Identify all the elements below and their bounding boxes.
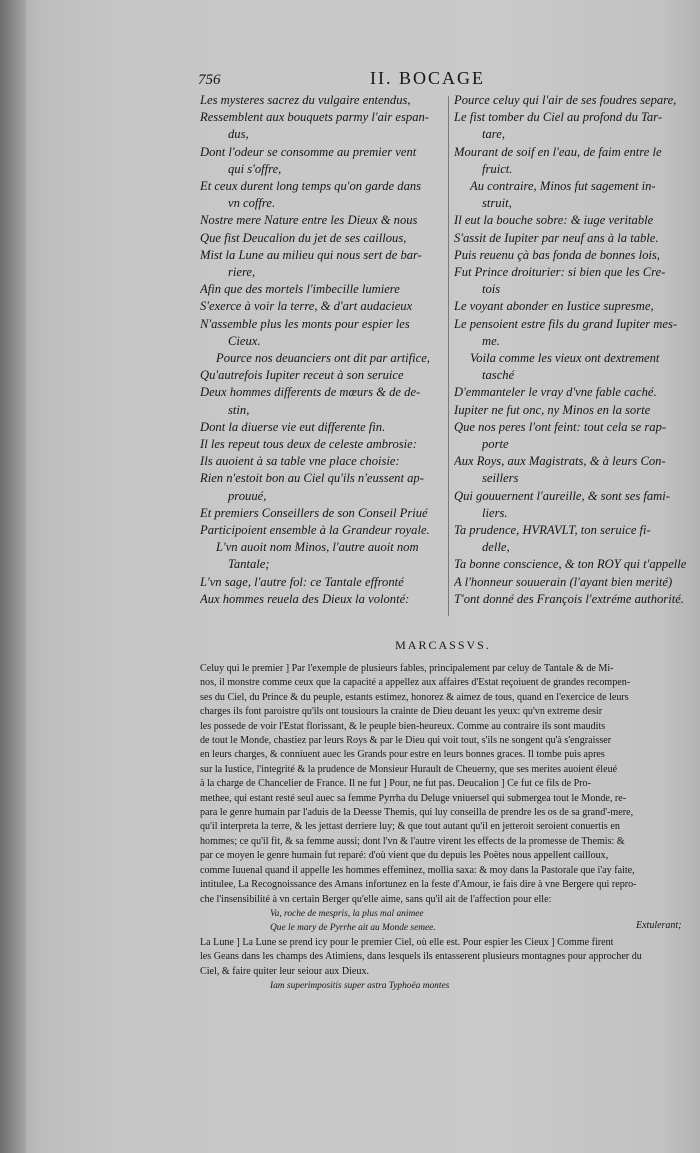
verse-line: Il les repeut tous deux de celeste ambrosie: <box>200 437 417 452</box>
verse-line: T'ont donné des François l'extréme authorité. <box>454 591 684 606</box>
running-head: II. BOCAGE <box>370 68 485 88</box>
commentary-line: Ciel, & faire quiter leur seiour aux Dieux. <box>200 965 370 977</box>
commentary-line: para le genre humain par l'aduis de la Deesse Themis, qui luy conseilla de prendre les os de sa grand'-mere, <box>200 807 634 819</box>
verse-line: Fut Prince droiturier: si bien que les Cre- <box>454 265 666 280</box>
verse-line: Puis reuenu çà bas fonda de bonnes lois, <box>454 247 660 262</box>
verse-line: Voila comme les vieux ont dextrement <box>470 351 660 366</box>
commentary-line: à la charge de Chancelier de France. Il ne fut ] Pour, ne fut pas. Deucalion ] Ce fut ce fils de Pro- <box>200 778 591 790</box>
verse-line: Iupiter ne fut onc, ny Minos en la sorte <box>454 402 651 417</box>
page-number: 756 <box>198 72 221 88</box>
verse-line: N'assemble plus les monts pour espier les <box>200 316 410 331</box>
verse-line: tasché <box>482 368 515 383</box>
verse-line: Ressemblent aux bouquets parmy l'air espan- <box>200 110 429 125</box>
verse-line: prouué, <box>228 488 267 503</box>
verse-line: Et ceux durent long temps qu'on garde dans <box>200 179 422 194</box>
verse-line: Pource nos deuanciers ont dit par artifice, <box>216 351 430 366</box>
verse-line: porte <box>482 437 509 452</box>
verse-line: Et premiers Conseillers de son Conseil Priué <box>200 505 428 520</box>
commentary-line: de tout le Monde, chastiez par leurs Roys & par le Dieu qui voit tout, s'ils ne songent qu'à s'engraisser <box>200 735 612 747</box>
verse-line: struit, <box>482 196 512 211</box>
commentary-title: MARCASSVS. <box>395 638 491 652</box>
verse-line: delle, <box>482 540 510 555</box>
verse-line: Qu'autrefois Iupiter receut à son seruice <box>200 368 404 383</box>
verse-line: Rien n'estoit bon au Ciel qu'ils n'eussent ap- <box>200 471 424 486</box>
commentary-line: La Lune ] La Lune se prend icy pour le premier Ciel, où elle est. Pour espier les Cieux ] Comme firent <box>200 936 614 948</box>
verse-line: tare, <box>482 127 505 142</box>
verse-line: A l'honneur souuerain (l'ayant bien merité) <box>454 574 673 589</box>
verse-line: Il eut la bouche sobre: & iuge veritable <box>454 213 654 228</box>
verse-line: Qui gouuernent l'aureille, & sont ses fami- <box>454 488 670 503</box>
verse-line: riere, <box>228 265 256 280</box>
commentary-text <box>200 662 686 993</box>
column-divider <box>448 96 449 616</box>
verse-line: qui s'offre, <box>228 161 282 176</box>
verse-line: Afin que des mortels l'imbecille lumiere <box>200 282 400 297</box>
verse-line: Participoient ensemble à la Grandeur royale. <box>200 523 430 538</box>
commentary-line: hommes; ce qu'il fit, & sa femme aussi; dont l'vn & l'autre virent les effects de la promesse de Themis: & <box>200 835 625 847</box>
verse-line: Le pensoient estre fils du grand Iupiter mes- <box>454 316 678 331</box>
verse-line: Le fist tomber du Ciel au profond du Tar- <box>454 110 663 125</box>
verse-line: Pource celuy qui l'air de ses foudres separe, <box>454 93 677 107</box>
verse-line: S'exerce à voir la terre, & d'art audacieux <box>200 299 413 314</box>
verse-line: S'assit de Iupiter par neuf ans à la table. <box>454 230 659 245</box>
verse-line: Dont l'odeur se consomme au premier vent <box>200 144 417 159</box>
verse-line: Deux hommes differents de mœurs & de de- <box>200 385 421 400</box>
commentary-line: comme Iuuenal quand il appelle les hommes effeminez, mollia saxa: & moy dans la Pastorale que i'ay faite, <box>200 864 635 876</box>
commentary-line: methee, qui estant resté seul auec sa femme Pyrrha du Deluge vniuersel qui submergea tout le Monde, re- <box>200 792 627 804</box>
quoted-verse: Que le mary de Pyrrhe ait au Monde semee. <box>270 923 436 934</box>
verse-line: Le voyant abonder en Iustice supresme, <box>454 299 654 314</box>
verse-line: Les mysteres sacrez du vulgaire entendus, <box>200 93 411 107</box>
verse-line: Tantale; <box>228 557 270 572</box>
verse-line: Ta bonne conscience, & ton ROY qui t'appelle <box>454 557 686 572</box>
commentary-line: nos, il monstre comme ceux que la capacité a appellez aux affaires d'Estat reçoiuent de grandes recompen- <box>200 677 631 689</box>
poem-right-column <box>454 92 686 608</box>
verse-line: fruict. <box>482 161 513 176</box>
commentary-line: sur la Iustice, l'integrité & la prudence de Monsieur Hurault de Cheuerny, que ses merites auoient éleué <box>200 763 618 775</box>
quoted-verse: Va, roche de mespris, la plus mal animee <box>270 908 424 919</box>
verse-line: seillers <box>482 471 519 486</box>
verse-line: Nostre mere Nature entre les Dieux & nous <box>200 213 418 228</box>
verse-line: Que fist Deucalion du jet de ses caillous, <box>200 230 407 245</box>
commentary-line: intitulee, La Recognoissance des Amans infortunez en la feste d'Amour, ie fais dire à vne Bergere qui repro- <box>200 879 637 891</box>
verse-line: Aux hommes reuela des Dieux la volonté: <box>200 591 410 606</box>
page-header <box>0 68 700 92</box>
verse-line: dus, <box>228 127 249 142</box>
verse-line: L'vn auoit nom Minos, l'autre auoit nom <box>216 540 419 555</box>
verse-line: Mourant de soif en l'eau, de faim entre le <box>454 144 662 159</box>
commentary-line: ses du Ciel, du Prince & du peuple, estants estimez, honorez & aimez de tous, quand en l'exercice de leurs <box>200 691 629 703</box>
verse-line: Aux Roys, aux Magistrats, & à leurs Con- <box>454 454 666 469</box>
verse-line: liers. <box>482 505 508 520</box>
commentary-line: par ce moyen le genre humain fut reparé: d'où vient que du depuis les Poëtes nous appellent cailloux, <box>200 850 609 862</box>
verse-line: Dont la diuerse vie eut differente fin. <box>200 419 386 434</box>
catchword: Extulerant; <box>636 920 682 931</box>
binding-gutter <box>0 0 26 1153</box>
verse-line: L'vn sage, l'autre fol: ce Tantale effronté <box>200 574 404 589</box>
quoted-verse: Iam superimpositis super astra Typhoëa montes <box>270 980 450 991</box>
verse-line: Ils auoient à sa table vne place choisie: <box>200 454 400 469</box>
verse-line: Que nos peres l'ont feint: tout cela se rap- <box>454 419 667 434</box>
verse-line: Au contraire, Minos fut sagement in- <box>470 179 656 194</box>
commentary-line: qu'il interpreta la terre, & les jettast derriere luy; & que tout autant qu'il en jetteroit seroient conuertis en <box>200 821 620 833</box>
commentary-line: charges ils font paroistre qu'ils ont tousiours la crainte de Dieu deuant les yeux: qu'vn extreme desir <box>200 706 603 718</box>
verse-line: me. <box>482 333 500 348</box>
verse-line: vn coffre. <box>228 196 276 211</box>
commentary-line: les possede de voir l'Estat florissant, & le peuple bien-heureux. Comme au contraire ils sont maudits <box>200 720 606 732</box>
verse-line: D'emmanteler le vray d'vne fable caché. <box>454 385 657 400</box>
commentary-line: en leurs charges, & conniuent auec les Grands pour estre en leurs bonnes graces. Il tombe puis apres <box>200 749 605 761</box>
verse-line: Mist la Lune au milieu qui nous sert de bar- <box>200 247 422 262</box>
commentary-line: Celuy qui le premier ] Par l'exemple de plusieurs fables, principalement par celuy de Tantale & de Mi- <box>200 663 614 674</box>
verse-line: Ta prudence, HVRAVLT, ton seruice fi- <box>454 523 651 538</box>
verse-line: Cieux. <box>228 333 261 348</box>
commentary-line: les Geans dans les champs des Atimiens, dans lesquels ils entasserent plusieurs montagnes pour approcher du <box>200 951 642 963</box>
verse-line: tois <box>482 282 501 297</box>
commentary-line: che l'insensibilité à vn certain Berger qu'elle aime, sans qu'il ait de l'affection pour elle: <box>200 893 552 905</box>
verse-line: stin, <box>228 402 250 417</box>
poem-left-column <box>200 92 446 608</box>
